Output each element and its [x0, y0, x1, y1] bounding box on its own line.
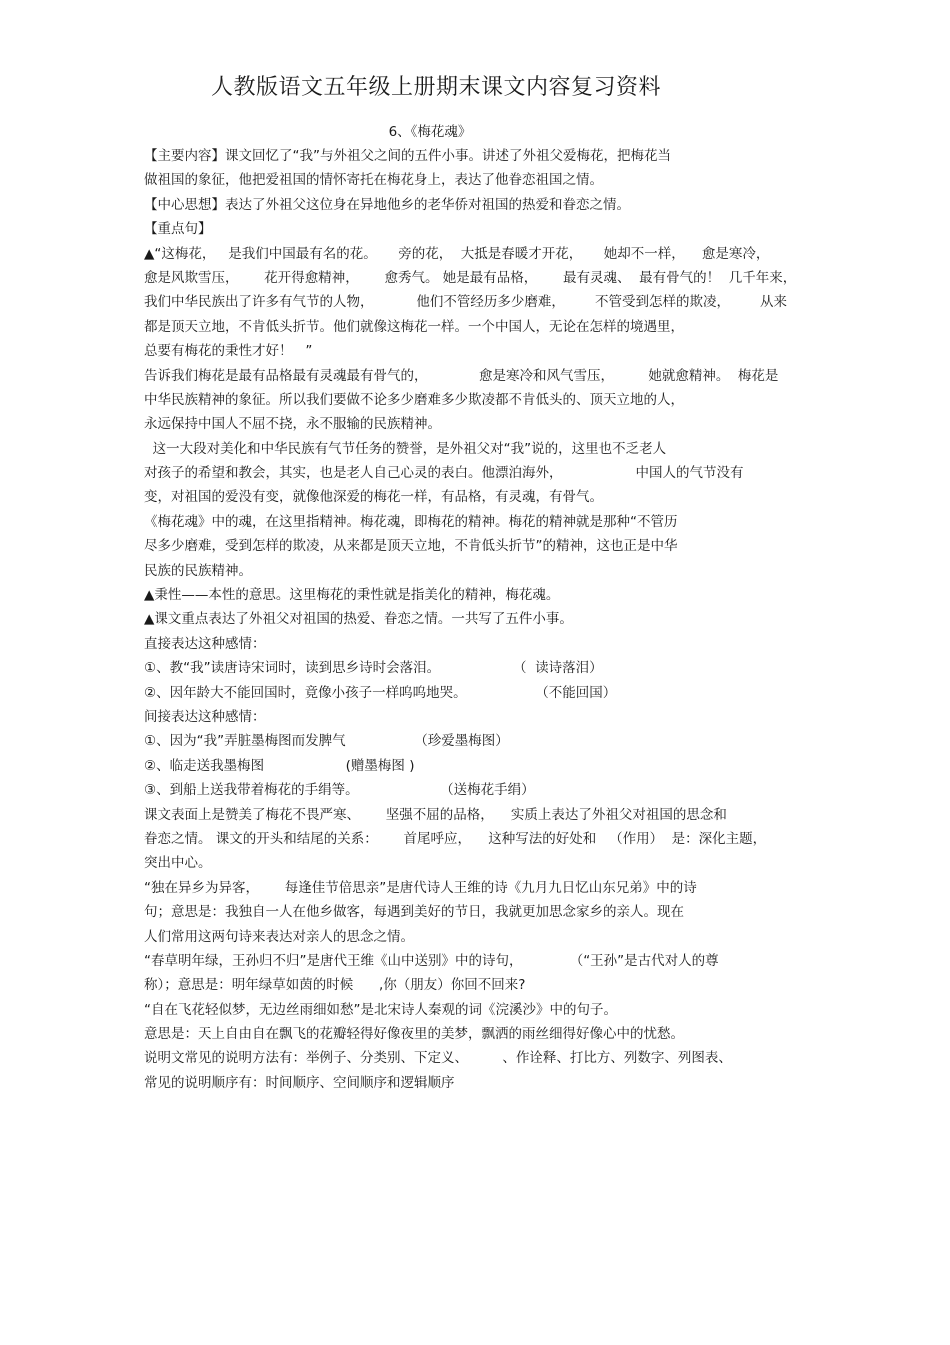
text-line: 说明文常见的说明方法有：举例子、分类别、下定义、 、作诠释、打比方、列数字、列图表、: [144, 1050, 732, 1067]
text-line: 【主要内容】课文回忆了“我”与外祖父之间的五件小事。讲述了外祖父爱梅花，把梅花当: [144, 148, 671, 164]
text-line: “独在异乡为异客， 每逢佳节倍思亲”是唐代诗人王维的诗《九月九日忆山东兄弟》中的诗: [144, 879, 697, 896]
text-line: 我们中华民族出了许多有气节的人物， 他们不管经历多少磨难， 不管受到怎样的欺凌， 从来: [144, 294, 787, 311]
page-title: 人教版语文五年级上册期末课文内容复习资料: [210, 75, 661, 100]
text-line: ①、教“我”读唐诗宋词时，读到思乡诗时会落泪。 （ 读诗落泪）: [144, 660, 603, 677]
text-line: 眷恋之情。 课文的开头和结尾的关系： 首尾呼应， 这种写法的好处和 （作用） 是：深化主题，: [144, 830, 767, 847]
text-line: 民族的民族精神。: [144, 562, 252, 579]
text-line: 句；意思是：我独自一人在他乡做客，每遇到美好的节日，我就更加思念家乡的亲人。现在: [144, 904, 684, 921]
text-line: 变，对祖国的爱没有变，就像他深爱的梅花一样，有品格，有灵魂，有骨气。: [144, 489, 603, 506]
text-line: 【中心思想】表达了外祖父这位身在异地他乡的老华侨对祖国的热爱和眷恋之情。: [144, 196, 630, 213]
text-line: ▲课文重点表达了外祖父对祖国的热爱、眷恋之情。一共写了五件小事。: [144, 611, 573, 628]
text-line: 意思是：天上自由自在飘飞的花瓣轻得好像夜里的美梦，飘洒的雨丝细得好像心中的忧愁。: [144, 1026, 684, 1043]
text-line: ②、临走送我墨梅图 (赠墨梅图 ): [144, 757, 415, 774]
text-line: 尽多少磨难，受到怎样的欺凌，从来都是顶天立地，不肯低头折节”的精神，这也正是中华: [144, 538, 678, 555]
text-line: 做祖国的象征，他把爱祖国的情怀寄托在梅花身上，表达了他眷恋祖国之情。: [144, 172, 603, 189]
text-line: 永远保持中国人不屈不挠，永不服输的民族精神。: [144, 416, 441, 433]
text-line: 告诉我们梅花是最有品格最有灵魂最有骨气的， 愈是寒冷和风气雪压， 她就愈精神。 梅花是: [144, 367, 779, 384]
lesson-heading: 6、《梅花魂》: [388, 124, 472, 140]
text-line: 这一大段对美化和中华民族有气节任务的赞誉，是外祖父对“我”说的，这里也不乏老人: [144, 440, 667, 457]
text-line: 愈是风欺雪压， 花开得愈精神， 愈秀气。 她是最有品格， 最有灵魂、 最有骨气的！ 几千年来，: [144, 269, 797, 286]
text-line: ③、到船上送我带着梅花的手绢等。 （送梅花手绢）: [144, 782, 535, 799]
text-line: ②、因年龄大不能回国时，竟像小孩子一样呜呜地哭。 （不能回国）: [144, 684, 617, 701]
text-line: 都是顶天立地，不肯低头折节。他们就像这梅花一样。一个中国人，无论在怎样的境遇里，: [144, 318, 684, 335]
text-line: ▲秉性——本性的意思。这里梅花的秉性就是指美化的精神，梅花魂。: [144, 587, 560, 604]
text-line: 常见的说明顺序有：时间顺序、空间顺序和逻辑顺序: [144, 1074, 455, 1091]
text-line: ①、因为“我”弄脏墨梅图而发脾气 （珍爱墨梅图）: [144, 733, 509, 750]
text-line: 直接表达这种感情：: [144, 635, 266, 652]
text-line: ▲“这梅花， 是我们中国最有名的花。 旁的花， 大抵是春暖才开花， 她却不一样， 愈是寒冷，: [144, 245, 770, 262]
text-line: 总要有梅花的秉性才好！ ”: [144, 343, 313, 360]
text-line: 对孩子的希望和教会，其实，也是老人自己心灵的表白。他漂泊海外， 中国人的气节没有: [144, 465, 744, 482]
text-line: “自在飞花轻似梦，无边丝雨细如愁”是北宋诗人秦观的词《浣溪沙》中的句子。: [144, 1001, 617, 1018]
text-line: 中华民族精神的象征。所以我们要做不论多少磨难多少欺凌都不肯低头的、顶天立地的人，: [144, 391, 684, 408]
text-line: 人们常用这两句诗来表达对亲人的思念之情。: [144, 928, 414, 945]
text-line: 《梅花魂》中的魂，在这里指精神。梅花魂，即梅花的精神。梅花的精神就是那种“不管历: [144, 513, 678, 530]
text-line: “春草明年绿，王孙归不归”是唐代王维《山中送别》中的诗句， （“王孙”是古代对人的尊: [144, 952, 719, 969]
body-text: [144, 144, 824, 1095]
text-line: 【重点句】: [144, 221, 212, 238]
text-line: 突出中心。: [144, 855, 212, 872]
text-line: 课文表面上是赞美了梅花不畏严寒、 坚强不屈的品格， 实质上表达了外祖父对祖国的思念和: [144, 806, 727, 823]
text-line: 称）；意思是：明年绿草如茵的时候 ,你（朋友）你回不回来?: [144, 977, 526, 994]
text-line: 间接表达这种感情：: [144, 708, 266, 725]
